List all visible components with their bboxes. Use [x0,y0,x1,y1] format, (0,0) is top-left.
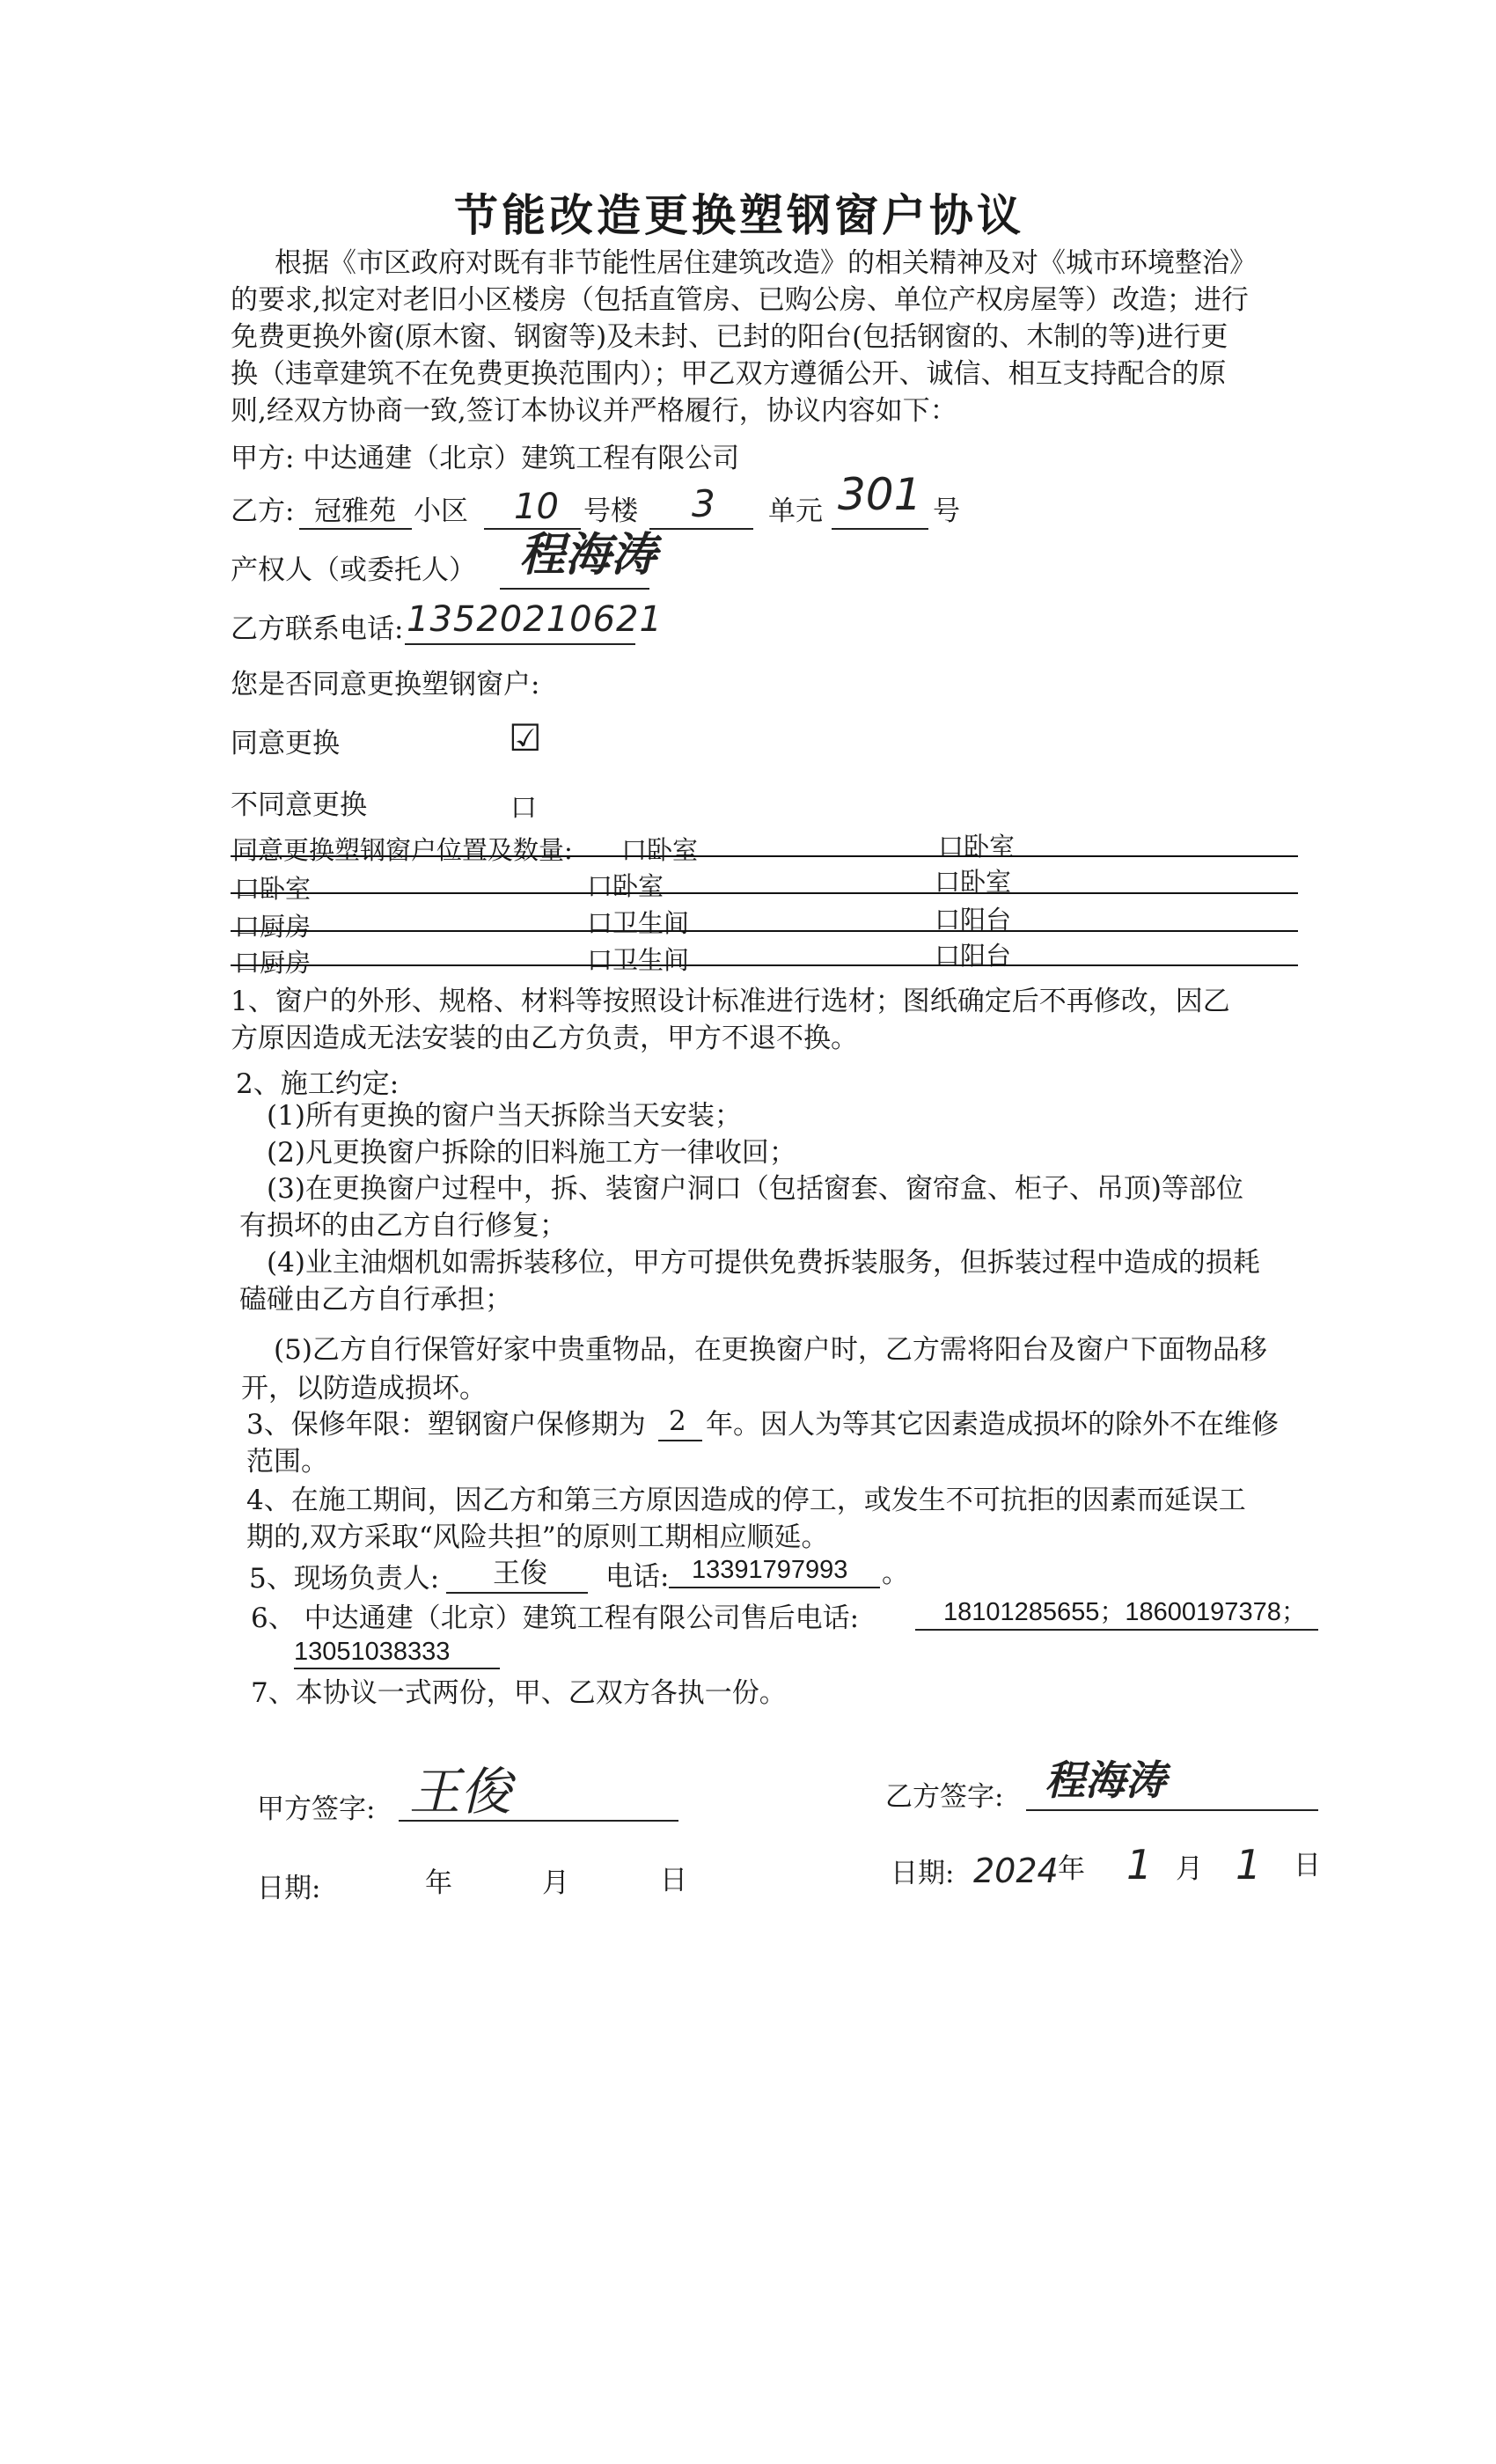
aftersales-underline-2 [294,1668,500,1669]
party-a-day: 日 [660,1865,687,1896]
clause-1a: 1、窗户的外形、规格、材料等按照设计标准进行选材；图纸确定后不再修改，因乙 [231,986,1230,1017]
clause-3-post: 年。因人为等其它因素造成损坏的除外不在维修 [706,1409,1279,1441]
aftersales-phones: 18101285655；18600197378； [943,1598,1307,1626]
party-b-label: 乙方: [231,495,295,527]
name-underline [446,1592,588,1594]
clause-5-pre: 5、现场负责人: [249,1563,440,1595]
clause-2-5a: (5)乙方自行保管好家中贵重物品，在更换窗户时，乙方需将阳台及窗户下面物品移 [274,1334,1267,1366]
party-b-year-value: 2024 [973,1852,1059,1890]
building-number: 10 [514,487,559,527]
window-option[interactable]: 口厨房 [234,912,312,942]
years-underline [658,1440,702,1441]
community-underline [299,528,412,530]
clause-2-2: (2)凡更换窗户拆除的旧料施工方一律收回； [267,1137,796,1169]
clause-4b: 期的,双方采取“风险共担”的原则工期相应顺延。 [246,1522,829,1553]
party-b-month-value: 1 [1126,1841,1153,1888]
windows-label: 同意更换塑钢窗户位置及数量: [232,835,573,865]
clause-7: 7、本协议一式两份，甲、乙双方各执一份。 [251,1677,787,1709]
window-option[interactable]: 口卧室 [621,835,699,865]
agree-label: 同意更换 [231,728,340,759]
clause-5-phone-label: 电话: [605,1561,670,1593]
party-b-month: 月 [1176,1853,1203,1885]
document-title: 节能改造更换塑钢窗户协议 [454,190,1024,241]
row-line [231,892,1298,894]
party-a-date-label: 日期: [257,1873,321,1904]
room-suffix: 号 [933,495,960,527]
clause-2-3b: 有损坏的由乙方自行修复； [239,1210,567,1242]
building-suffix: 号楼 [583,495,638,527]
window-option[interactable]: 口阳台 [935,941,1012,971]
community-suffix: 小区 [414,495,468,527]
row-line [231,964,1298,966]
party-a-month: 月 [542,1867,569,1899]
clause-6-pre: 6、 中达通建（北京）建筑工程有限公司售后电话: [251,1602,860,1634]
party-b-community: 冠雅苑 [314,495,396,527]
party-b-signature: 程海涛 [1045,1756,1166,1804]
party-b-day-value: 1 [1236,1841,1262,1888]
window-option[interactable]: 口卫生间 [587,945,690,975]
aftersales-underline [915,1629,1318,1631]
party-b-day: 日 [1294,1850,1321,1881]
row-line [231,930,1298,932]
unit-suffix: 单元 [768,495,823,527]
party-a-sign-underline [399,1820,678,1822]
site-manager-name: 王俊 [493,1558,547,1589]
intro-line-5: 则,经双方协商一致,签订本协议并严格履行，协议内容如下： [231,395,957,427]
intro-line-3: 免费更换外窗(原木窗、钢窗等)及未封、已封的阳台(包括钢窗的、木制的等)进行更 [231,321,1228,353]
phone-value: 13520210621 [407,599,663,640]
owner-underline [500,588,649,590]
party-b-year: 年 [1058,1853,1085,1885]
room-underline [832,528,928,530]
aftersales-phone-3: 13051038333 [294,1638,451,1666]
phone-underline [669,1587,880,1588]
party-b-sign-label: 乙方签字: [885,1781,1004,1813]
phone-label: 乙方联系电话: [231,613,404,645]
window-option[interactable]: 口卧室 [587,871,664,901]
site-manager-phone: 13391797993 [692,1556,848,1584]
clause-1b: 方原因造成无法安装的由乙方负责，甲方不退不换。 [231,1023,858,1054]
clause-2-4a: (4)业主油烟机如需拆装移位，甲方可提供免费拆装服务，但拆装过程中造成的损耗 [267,1247,1260,1279]
clause-3-pre: 3、保修年限：塑钢窗户保修期为 [246,1409,646,1441]
owner-label: 产权人（或委托人） [231,554,476,586]
unit-underline [649,528,753,530]
party-a-year: 年 [425,1867,452,1899]
clause-2: 2、施工约定: [236,1068,400,1100]
party-b-date-label: 日期: [891,1858,955,1889]
consent-question: 您是否同意更换塑钢窗户: [231,669,540,700]
window-option[interactable]: 口阳台 [935,905,1012,935]
row-line [231,855,1298,857]
agree-checkbox[interactable]: ☑ [509,716,542,759]
window-option[interactable]: 口卧室 [234,874,312,904]
window-option[interactable]: 口卫生间 [587,908,690,938]
clause-2-3a: (3)在更换窗户过程中，拆、装窗户洞口（包括窗套、窗帘盒、柜子、吊顶)等部位 [267,1173,1244,1205]
room-number: 301 [838,469,922,520]
phone-underline [405,643,635,645]
window-option[interactable]: 口卧室 [935,867,1012,897]
clause-4a: 4、在施工期间，因乙方和第三方原因造成的停工，或发生不可抗拒的因素而延误工 [246,1485,1246,1516]
owner-signature: 程海涛 [519,529,657,582]
clause-3-years: 2 [669,1405,686,1437]
party-a: 甲方: 中达通建（北京）建筑工程有限公司 [231,443,740,474]
party-b-sign-underline [1026,1809,1318,1811]
party-a-signature: 王俊 [409,1762,512,1822]
clause-3b: 范围。 [246,1446,328,1478]
clause-2-4b: 磕碰由乙方自行承担； [239,1284,512,1316]
intro-line-1: 根据《市区政府对既有非节能性居住建筑改造》的相关精神及对《城市环境整治》 [275,247,1257,279]
disagree-checkbox[interactable]: 口 [510,793,537,824]
intro-line-2: 的要求,拟定对老旧小区楼房（包括直管房、已购公房、单位产权房屋等）改造；进行 [231,284,1249,316]
clause-2-1: (1)所有更换的窗户当天拆除当天安装； [267,1100,742,1132]
unit-number: 3 [692,482,715,525]
party-a-sign-label: 甲方签字: [257,1793,376,1825]
intro-line-4: 换（违章建筑不在免费更换范围内）；甲乙双方遵循公开、诚信、相互支持配合的原 [231,358,1227,390]
window-option[interactable]: 口厨房 [234,948,312,978]
disagree-label: 不同意更换 [231,789,367,821]
clause-2-5b: 开，以防造成损坏。 [241,1373,487,1404]
window-option[interactable]: 口卧室 [938,832,1016,862]
clause-5-end: 。 [882,1558,909,1589]
